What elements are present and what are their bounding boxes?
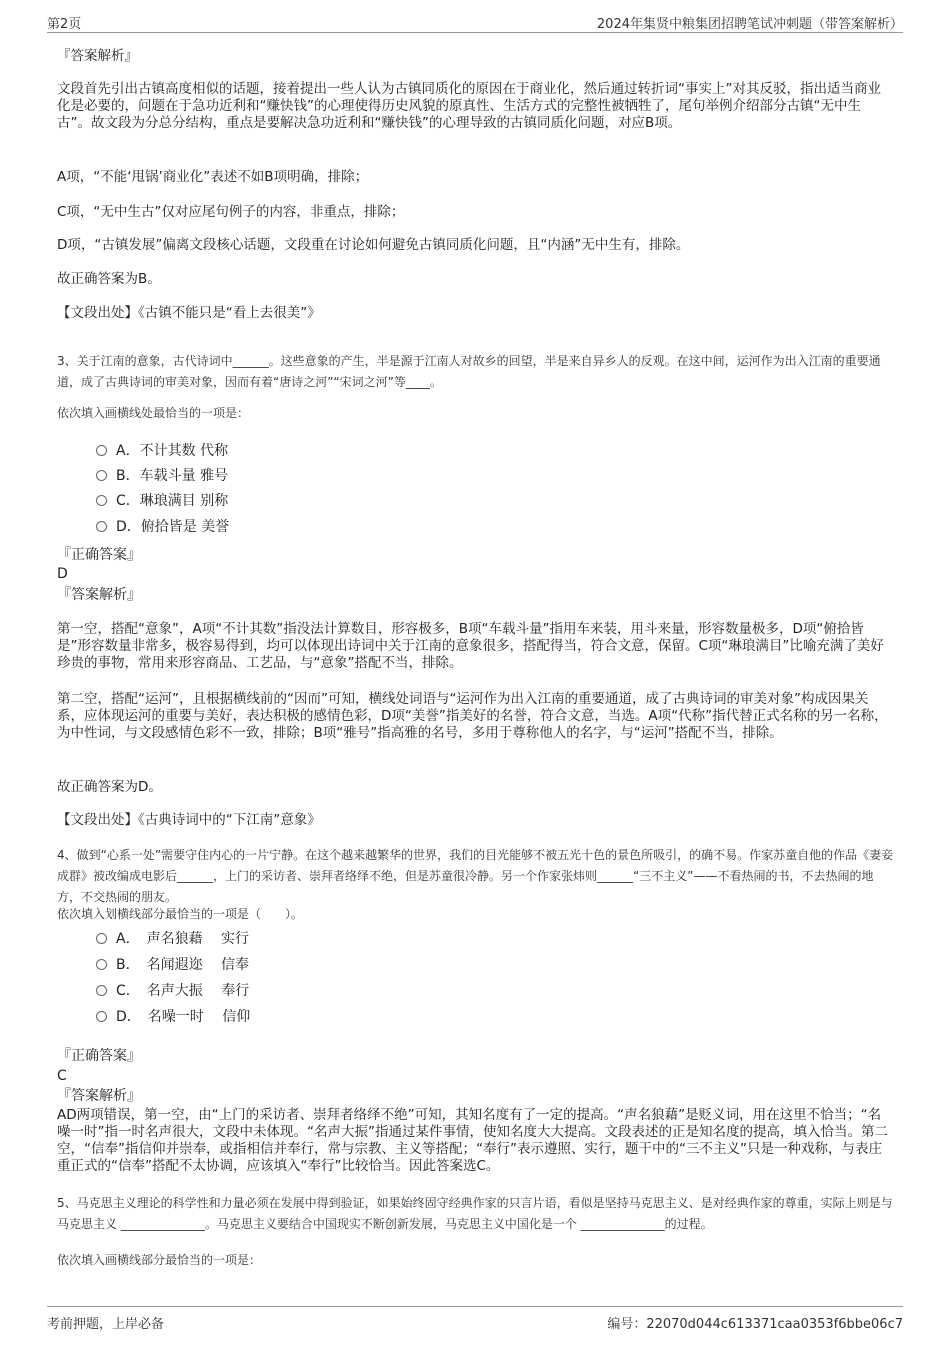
q3-conclusion: 故正确答案为D。 [57, 779, 162, 795]
q3-analysis-second-blank: 第二空，搭配“运河”，且根据横线前的“因而”可知，横线处词语与“运河作为出入江南的重要通道，成了古典诗词的审美对象”构成因果关系，应体现运河的重要与美好，表达积极的感情色彩，D项“美誉”指美好的名誉，符合文意，当选。A项“代称”指代替正式名称的另一名称，为中性词，与文段感情色彩不一致，排除；B项“雅号”指高雅的名号，多用于尊称他人的名字，与“运河”搭配不当，排除。 [57, 691, 888, 741]
q3-option-a[interactable] [96, 442, 228, 460]
q2-conclusion: 故正确答案为B。 [57, 271, 161, 287]
q4-option-b[interactable] [96, 956, 249, 974]
radio-icon[interactable] [96, 1011, 107, 1022]
footer-slogan: 考前押题，上岸必备 [47, 1317, 165, 1332]
radio-icon[interactable] [96, 470, 107, 481]
radio-icon[interactable] [96, 495, 107, 506]
q3-instruction: 依次填入画横线处最恰当的一项是： [57, 406, 250, 420]
option-label: A．不计其数 代称 [116, 443, 229, 459]
page-footer [47, 1306, 903, 1331]
radio-icon[interactable] [96, 521, 107, 532]
q4-correct-label: 『正确答案』 [57, 1048, 141, 1064]
q3-option-c[interactable] [96, 492, 228, 510]
radio-icon[interactable] [96, 933, 107, 944]
option-label: C． 名声大振 奉行 [116, 983, 250, 999]
option-label: D．俯拾皆是 美誉 [116, 519, 230, 535]
radio-icon[interactable] [96, 445, 107, 456]
q3-stem: 3、关于江南的意象，古代诗词中______。这些意象的产生，半是源于江南人对故乡的回望，半是来自异乡人的反观。在这中间，运河作为出入江南的重要通道，成了古典诗词的审美对象，因而有着“唐诗之河”“宋词之河”等____。 [57, 354, 881, 389]
q4-analysis: AD两项错误，第一空，由“上门的采访者、崇拜者络绎不绝”可知，其知名度有了一定的提高。“声名狼藉”是贬义词，用在这里不恰当；“名噪一时”指一时名声很大，文段中未体现。“名声大振”指通过某件事情，使知名度大大提高。文段表述的正是知名度的提高，填入恰当。第二空，“信奉”指信仰并崇奉，或指相信并奉行，常与宗教、主义等搭配；“奉行”表示遵照、实行，题干中的“三不主义”只是一种戏称，与表庄重正式的“信奉”搭配不太协调，应该填入“奉行”比较恰当。因此答案选C。 [57, 1107, 888, 1174]
q3-option-d[interactable] [96, 518, 229, 536]
page-header [47, 10, 903, 33]
q5-instruction: 依次填入画横线部分最恰当的一项是： [57, 1253, 262, 1267]
q3-analysis-label: 『答案解析』 [57, 587, 141, 603]
q4-analysis-label: 『答案解析』 [57, 1088, 141, 1104]
q3-analysis-first-blank: 第一空，搭配“意象”，A项“不计其数”指没法计算数目，形容极多，B项“车载斗量”指用车来装，用斗来量，形容数量极多，D项“俯拾皆是”形容数量非常多，极容易得到，均可以体现出诗词中关于江南的意象很多，搭配得当，符合文意，保留。C项“琳琅满目”比喻充满了美好珍贵的事物，常用来形容商品、工艺品，与“意象”搭配不当，排除。 [57, 621, 884, 671]
q2-source: 【文段出处】《古镇不能只是“看上去很美”》 [57, 305, 321, 321]
option-label: C．琳琅满目 别称 [116, 493, 229, 509]
page-number: 第2页 [47, 17, 82, 32]
q4-stem: 4、做到“心系一处”需要守住内心的一片宁静。在这个越来越繁华的世界，我们的目光能够不被五光十色的景色所吸引，的确不易。作家苏童自他的作品《妻妾成群》被改编成电影后______，上门的采访者、崇拜者络绎不绝，但是苏童很冷静。另一个作家张炜则______“三不主义”——不看热闹的书，不去热闹的地方，不交热闹的朋友。 [57, 848, 894, 904]
q4-correct-answer: C [57, 1068, 67, 1084]
option-label: B． 名闻遐迩 信奉 [116, 957, 250, 973]
q2-analysis-label: 『答案解析』 [57, 48, 138, 64]
q4-instruction: 依次填入划横线部分最恰当的一项是（ ）。 [57, 907, 304, 921]
q4-option-d[interactable] [96, 1008, 250, 1026]
q2-option-a-note: A项，“不能‘甩锅’商业化”表述不如B项明确，排除； [57, 169, 369, 185]
option-label: D． 名噪一时 信仰 [116, 1009, 251, 1025]
option-label: A． 声名狼藉 实行 [116, 931, 250, 947]
radio-icon[interactable] [96, 985, 107, 996]
q3-option-b[interactable] [96, 467, 228, 485]
q2-option-d-note: D项，“古镇发展”偏离文段核心话题，文段重在讨论如何避免古镇同质化问题，且“内涵”无中生有，排除。 [57, 237, 690, 253]
q4-option-c[interactable] [96, 982, 249, 1000]
q2-option-c-note: C项，“无中生古”仅对应尾句例子的内容，非重点，排除； [57, 204, 405, 220]
q5-stem: 5、马克思主义理论的科学性和力量必须在发展中得到验证，如果始终固守经典作家的只言片语，看似是坚持马克思主义、是对经典作家的尊重，实际上则是与马克思主义 ______________。马克思主义要结合中国现实不断创新发展，马克思主义中国化是一个 ______________的过程。 [57, 1196, 893, 1231]
q2-analysis-paragraph: 文段首先引出古镇高度相似的话题，接着提出一些人认为古镇同质化的原因在于商业化，然后通过转折词“事实上”对其反驳，指出适当商业化是必要的，问题在于急功近利和“赚快钱”的心理使得历史风貌的原真性、生活方式的完整性被牺牲了，尾句举例介绍部分古镇“无中生古”。故文段为分总分结构，重点是要解决急功近利和“赚快钱”的心理导致的古镇同质化问题，对应B项。 [57, 81, 881, 131]
radio-icon[interactable] [96, 959, 107, 970]
q3-source: 【文段出处】《古典诗词中的“下江南”意象》 [57, 812, 321, 828]
document-code: 编号：22070d044c613371caa0353f6bbe06c7 [607, 1317, 903, 1332]
option-label: B．车载斗量 雅号 [116, 468, 229, 484]
document-title: 2024年集贤中粮集团招聘笔试冲刺题（带答案解析） [596, 17, 903, 32]
q3-correct-label: 『正确答案』 [57, 547, 141, 563]
q4-option-a[interactable] [96, 930, 249, 948]
q3-correct-answer: D [57, 566, 68, 582]
